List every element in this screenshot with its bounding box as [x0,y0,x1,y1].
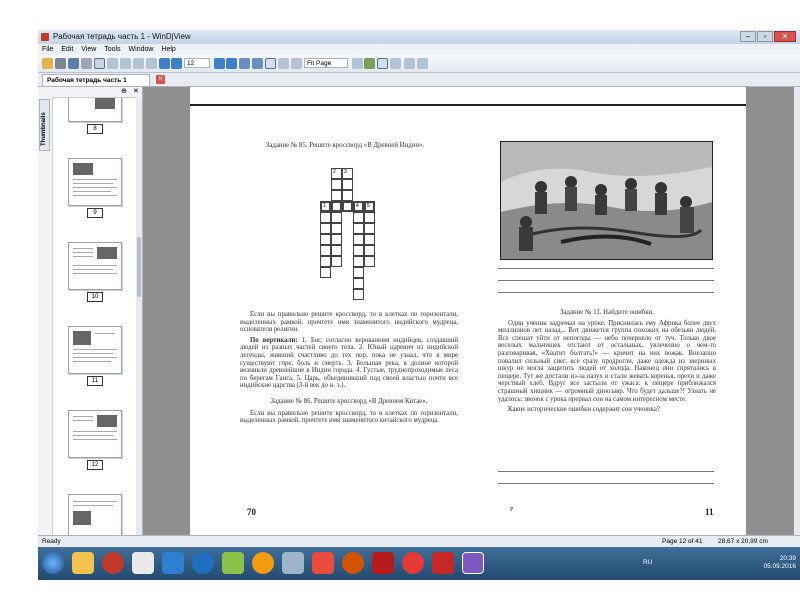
crossword-cell [331,179,342,190]
crossword-cell [320,223,331,234]
minimize-button[interactable]: – [740,31,756,42]
page-spread [190,87,746,535]
zoom-out-icon[interactable] [146,58,157,69]
thumbnail-page[interactable] [68,494,122,537]
crossword-cell: 1 [320,201,331,212]
crossword-cell [320,256,331,267]
clock-date: 05.09.2016 [763,563,796,570]
thumbnails-tab-label: Thumbnails [41,112,47,146]
explorer-icon[interactable] [72,552,94,574]
opera-icon[interactable] [102,552,124,574]
select-icon[interactable] [94,58,105,69]
crossword-cell [331,223,342,234]
left-text-block [240,311,458,428]
menu-window[interactable]: Window [128,46,154,53]
yandex-browser-icon[interactable] [402,552,424,574]
window-controls [740,31,796,42]
crossword-cell [364,234,375,245]
rotate-right-icon[interactable] [390,58,401,69]
sidebar-scrollbar[interactable] [136,97,142,535]
fit-page-icon[interactable] [265,58,276,69]
zoom-in-icon[interactable] [133,58,144,69]
footer-mark: P [510,507,514,513]
zoom-select[interactable]: Fit Page [304,58,348,68]
sidebar-scroll-thumb[interactable] [137,237,141,297]
crossword-cell [353,267,364,278]
player-icon[interactable] [342,552,364,574]
crossword-cell [320,245,331,256]
task11-question: Какие исторические ошибки содержит сон ученика? [508,406,660,414]
menu-file[interactable]: File [42,46,54,53]
task11-story: Один ученик задремал на уроке. Приснилась ему Африка более двух миллионов лет назад... Вот движется группа похожих на обезьян людей. Все спешат уйти от непогоды — небо почернело от туч. Только двое веселых мальчишек отстают от остальных, увлеченно о чем-то разговаривая. «Хватит болтать!» — кричит на них вожак. Внезапно повалил сильный снег, все сразу продрогли, даже одежда из звериных шкур не могла защитить людей от холода. Наконец они спрятались в пещере. Тут же достали из-за пазух и стали жевать коренья, орехи и даже черствый хлеб. Вдруг все застыли от ужаса: к пещере приближался страшный хищник — огромный динозавр. Что будет дальше?! Узнать не удалось: звонок с урока прервал сон на самом интересном месте. [498,319,716,403]
close-button[interactable]: ✕ [774,31,796,42]
tab-close-icon[interactable]: ✕ [157,76,164,83]
pdf-icon[interactable] [372,552,394,574]
chrome-icon[interactable] [252,552,274,574]
yandex-icon[interactable] [312,552,334,574]
start-icon[interactable] [42,552,64,574]
document-tab[interactable]: Рабочая тетрадь часть 1 [42,74,150,86]
document-tab-bar [38,73,800,87]
viewer-scrollbar[interactable] [794,87,800,535]
toolbar [38,55,800,73]
page-top-rule [190,104,746,106]
next-page-icon[interactable] [214,58,225,69]
screen-bottom-margin [0,580,800,600]
actual-size-icon[interactable] [278,58,289,69]
find-next-icon[interactable] [417,58,428,69]
page-input[interactable]: 12 [184,58,210,68]
thumbnail-label: 8 [87,124,103,134]
media-icon[interactable] [162,552,184,574]
crossword-cell [342,190,353,201]
thumbnail-label: 10 [87,292,103,302]
thumbnail-page[interactable] [68,410,122,458]
task85-title: Задание № 85. Решите кроссворд «В Древней Индии». [265,142,425,149]
last-page-icon[interactable] [226,58,237,69]
hand-icon[interactable] [107,58,118,69]
thumbnail-label: 12 [87,460,103,470]
title-bar [38,30,800,44]
zoom-rect-icon[interactable] [120,58,131,69]
right-page-number: 11 [705,507,714,517]
menu-edit[interactable]: Edit [61,46,74,53]
vertical-clues-heading: По вертикали: [250,336,298,344]
crossword-cell [353,223,364,234]
thumbnails-list [52,97,138,537]
status-text: Ready [42,538,61,545]
crossword-cell [331,245,342,256]
sidebar-controls [38,87,142,96]
crossword-cell [353,234,364,245]
forward-icon[interactable] [252,58,263,69]
calc-icon[interactable] [282,552,304,574]
pin-icon[interactable]: ⊕ [121,88,127,95]
vertical-clues-text: 1. Бог, согласно верованиям индийцев, создавший людей из разных частей своего тела. 2. Юный царевич из индийской легенды, живший счастливо до тех пор, пока не узнал, что в мире существуют горе, боль и смерть. 3. Большая река, в долине которой возникли древнейшие в Индии города. 4. Густые, труднопроходимые леса по берегам Ганга. 5. Царь, объединивший под своей властью почти все индийские царства (3-й век до н. э.). [240,336,458,390]
vertical-clues [240,337,458,390]
status-size: 28,67 x 20,99 cm [718,538,768,545]
crossword-cell [364,245,375,256]
crossword-cell: 2 [331,168,342,179]
answer-line [498,471,714,472]
desktop-left [0,30,38,580]
info-icon[interactable] [81,58,92,69]
thumbnail-page[interactable] [68,242,122,290]
first-page-icon[interactable] [159,58,170,69]
crossword-cell [364,256,375,267]
thumbnail-page[interactable] [68,158,122,206]
system-tray [763,555,796,571]
rotate-icon[interactable] [364,58,375,69]
app-icon [41,33,49,41]
right-text-block [498,309,716,417]
crossword-intro: Если вы правильно решите кроссворд, то в клетках по горизонтали, выделенных рамкой, прочтете имя знаменитого индийского мудреца, основателя религии. [240,311,458,334]
crossword-cell [364,212,375,223]
crossword-cell: 4 [353,201,364,212]
language-indicator[interactable]: RU [643,559,653,566]
sidebar-close-icon[interactable]: ✕ [133,88,139,95]
menu-help[interactable]: Help [161,46,176,53]
menu-tools[interactable]: Tools [104,46,121,53]
crossword-cell [353,245,364,256]
document-viewer [143,87,800,535]
crossword-cell [353,278,364,289]
crossword-cell [331,234,342,245]
crossword-cell [331,212,342,223]
zoom-out-small-icon[interactable] [291,58,302,69]
windjview-icon[interactable] [462,552,484,574]
crossword-cell [320,234,331,245]
thumbnails-sidebar [38,87,143,535]
crossword-cell [353,212,364,223]
crossword-cell [364,223,375,234]
crossword-cell: 3 [342,168,353,179]
answer-line [498,280,714,281]
crossword-cell [342,201,353,212]
answer-line [498,292,714,293]
thumbnail-page[interactable] [68,97,122,122]
menu-bar [38,44,800,55]
window-title: Рабочая тетрадь часть 1 - WinDjView [53,32,191,41]
print-icon[interactable] [55,58,66,69]
status-page: Page 12 of 41 [662,538,703,545]
layout-icon[interactable] [377,58,388,69]
crossword-cell [331,256,342,267]
thumbnails-tab[interactable] [39,99,50,151]
crossword-cell [353,256,364,267]
app-window [38,30,800,580]
prev-page-icon[interactable] [171,58,182,69]
illustration-image [500,141,713,260]
zoom-in-small-icon[interactable] [352,58,363,69]
open-icon[interactable] [42,58,53,69]
menu-view[interactable]: View [81,46,97,53]
thumbnail-page[interactable] [68,326,122,374]
reader-icon[interactable] [432,552,454,574]
answer-line [498,268,714,269]
clock-time: 20:39 [779,555,796,562]
app-icon[interactable] [222,552,244,574]
crossword-cell [353,289,364,300]
crossword-cell [342,179,353,190]
crossword-cell [320,212,331,223]
answer-line [498,483,714,484]
thumbnail-label: 9 [87,208,103,218]
mail-icon[interactable] [132,552,154,574]
taskbar [38,547,800,580]
crossword-cell [331,201,342,212]
task11-title: Задание № 11. Найдите ошибки. [560,309,654,316]
save-icon[interactable] [68,58,79,69]
ie-icon[interactable] [192,552,214,574]
task86-title: Задание № 86. Решите кроссворд «В Древнем Китае». [270,397,428,405]
back-icon[interactable] [239,58,250,69]
crossword-cell [331,190,342,201]
thumbnail-label: 11 [87,376,103,386]
maximize-button[interactable]: ▫ [757,31,773,42]
find-icon[interactable] [404,58,415,69]
crossword-cell [320,267,331,278]
left-page-number: 70 [247,507,256,517]
task86-text: Если вы правильно решите кроссворд, то в клетках по горизонтали, выделенных рамкой, прочтете имя знаменитого китайского мудреца. [240,409,458,425]
crossword-cell: 5 [364,201,375,212]
